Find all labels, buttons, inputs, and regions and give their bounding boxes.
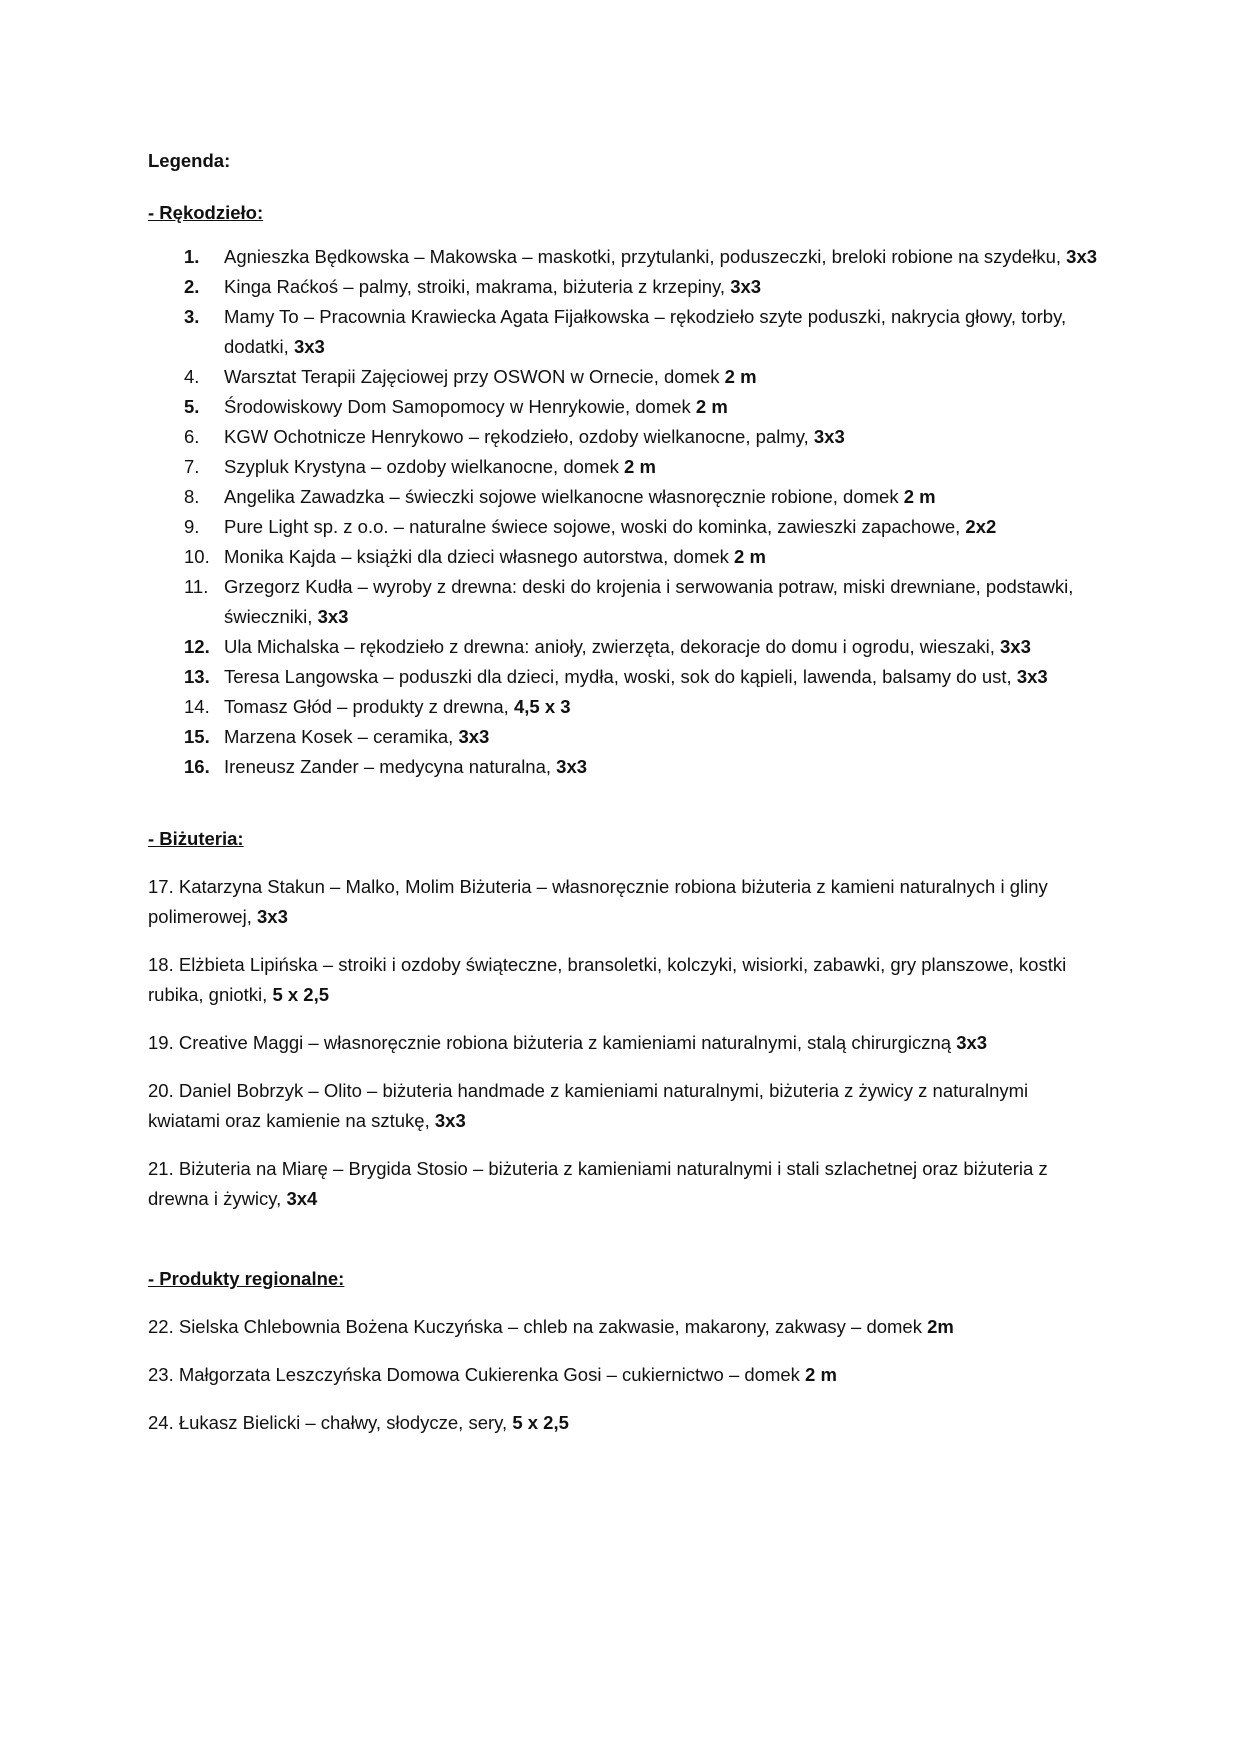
item-number: 7.	[184, 456, 200, 477]
item-text: Pure Light sp. z o.o. – naturalne świece sojowe, woski do kominka, zawieszki zapachowe,	[224, 516, 961, 537]
item-number: 4.	[184, 366, 200, 387]
item-size: 3x3	[813, 426, 845, 447]
item-text: Kinga Raćkoś – palmy, stroiki, makrama, biżuteria z krzepiny,	[224, 276, 726, 297]
item-text: Agnieszka Będkowska – Makowska – maskotki, przytulanki, poduszeczki, breloki robione na szydełku,	[224, 246, 1062, 267]
item-size: 2m	[927, 1316, 954, 1337]
item-number: 1.	[184, 246, 200, 267]
list-item	[148, 482, 1101, 512]
item-number: 5.	[184, 396, 200, 417]
item-text: 21. Biżuteria na Miarę – Brygida Stosio – biżuteria z kamieniami naturalnymi i stali szlachetnej oraz biżuteria z drewna i żywicy,	[148, 1158, 1048, 1209]
item-number: 3.	[184, 306, 200, 327]
item-text: Środowiskowy Dom Samopomocy w Henrykowie, domek	[224, 396, 691, 417]
list-item	[148, 392, 1101, 422]
item-text: Tomasz Głód – produkty z drewna,	[224, 696, 509, 717]
item-size: 3x3	[458, 726, 490, 747]
list-item	[148, 362, 1101, 392]
item-size: 3x3	[730, 276, 762, 297]
list-item	[148, 542, 1101, 572]
list-item	[148, 512, 1101, 542]
section-title: - Rękodzieło:	[148, 202, 264, 223]
item-size: 2 m	[624, 456, 656, 477]
legend-heading: Legenda:	[148, 150, 231, 171]
item-number: 15.	[184, 726, 210, 747]
item-number: 16.	[184, 756, 210, 777]
item-text: 19. Creative Maggi – własnoręcznie robiona biżuteria z kamieniami naturalnymi, stalą chirurgiczną	[148, 1032, 952, 1053]
item-size: 3x3	[434, 1110, 466, 1131]
item-text: Szypluk Krystyna – ozdoby wielkanocne, domek	[224, 456, 619, 477]
section-regional	[148, 1264, 1101, 1438]
item-size: 3x3	[1016, 666, 1048, 687]
list-item	[148, 722, 1101, 752]
section-jewelry	[148, 824, 1101, 1214]
item-size: 3x3	[257, 906, 288, 927]
list-item	[148, 572, 1101, 632]
item-text: 23. Małgorzata Leszczyńska Domowa Cukierenka Gosi – cukiernictwo – domek	[148, 1364, 800, 1385]
section-title: - Biżuteria:	[148, 828, 244, 849]
item-size: 3x3	[1000, 636, 1031, 657]
section-title: - Produkty regionalne:	[148, 1268, 345, 1289]
item-text: Mamy To – Pracownia Krawiecka Agata Fijałkowska – rękodzieło szyte poduszki, nakrycia głowy, torby, dodatki,	[224, 306, 1067, 357]
item-number: 9.	[184, 516, 200, 537]
item-number: 11.	[184, 576, 209, 597]
item-size: 2 m	[903, 486, 936, 507]
item-text: Marzena Kosek – ceramika,	[224, 726, 454, 747]
item-text: Ireneusz Zander – medycyna naturalna,	[224, 756, 552, 777]
item-number: 2.	[184, 276, 200, 297]
item-number: 8.	[184, 486, 200, 507]
item-size: 2x2	[965, 516, 997, 537]
list-item	[148, 452, 1101, 482]
list-item	[148, 1154, 1101, 1214]
item-text: 24. Łukasz Bielicki – chałwy, słodycze, sery,	[148, 1412, 508, 1433]
item-text: Angelika Zawadzka – świeczki sojowe wielkanocne własnoręcznie robione, domek	[224, 486, 899, 507]
item-size: 3x3	[317, 606, 349, 627]
item-number: 6.	[184, 426, 200, 447]
item-number: 10.	[184, 546, 210, 567]
list-item	[148, 632, 1101, 662]
item-text: KGW Ochotnicze Henrykowo – rękodzieło, ozdoby wielkanocne, palmy,	[224, 426, 809, 447]
list-item	[148, 422, 1101, 452]
item-size: 3x3	[293, 336, 325, 357]
list-item	[148, 662, 1101, 692]
item-size: 2 m	[734, 546, 766, 567]
item-size: 5 x 2,5	[272, 984, 330, 1005]
item-text: Warsztat Terapii Zajęciowej przy OSWON w Ornecie, domek	[224, 366, 720, 387]
item-text: 22. Sielska Chlebownia Bożena Kuczyńska – chleb na zakwasie, makarony, zakwasy – domek	[148, 1316, 922, 1337]
item-text: Ula Michalska – rękodzieło z drewna: anioły, zwierzęta, dekoracje do domu i ogrodu, wieszaki,	[224, 636, 995, 657]
list-item	[148, 752, 1101, 782]
list-item	[148, 692, 1101, 722]
item-size: 3x3	[1066, 246, 1098, 267]
list-item	[148, 872, 1101, 932]
list-item	[148, 1408, 1101, 1438]
item-size: 2 m	[805, 1364, 837, 1385]
item-number: 13.	[184, 666, 210, 687]
item-size: 2 m	[724, 366, 757, 387]
list-item	[148, 1312, 1101, 1342]
handicraft-list	[148, 242, 1101, 782]
item-size: 3x4	[286, 1188, 318, 1209]
item-size: 3x3	[556, 756, 588, 777]
list-item	[148, 950, 1101, 1010]
item-size: 4,5 x 3	[513, 696, 571, 717]
list-item	[148, 272, 1101, 302]
item-number: 14.	[184, 696, 210, 717]
item-size: 3x3	[956, 1032, 988, 1053]
list-item	[148, 1076, 1101, 1136]
item-text: 17. Katarzyna Stakun – Malko, Molim Biżuteria – własnoręcznie robiona biżuteria z kamieni naturalnych i gliny polimerowej,	[148, 876, 1048, 927]
list-item	[148, 1028, 1101, 1058]
item-text: Monika Kajda – książki dla dzieci własnego autorstwa, domek	[224, 546, 729, 567]
item-text: 18. Elżbieta Lipińska – stroiki i ozdoby świąteczne, bransoletki, kolczyki, wisiorki, zabawki, gry planszowe, kostki rubika, gniotki,	[148, 954, 1067, 1005]
item-text: Grzegorz Kudła – wyroby z drewna: deski do krojenia i serwowania potraw, miski drewniane, podstawki, świeczniki,	[224, 576, 1074, 627]
list-item	[148, 1360, 1101, 1390]
item-text: 20. Daniel Bobrzyk – Olito – biżuteria handmade z kamieniami naturalnymi, biżuteria z żywicy z naturalnymi kwiatami oraz kamienie na sztukę,	[148, 1080, 1029, 1131]
item-size: 5 x 2,5	[512, 1412, 569, 1433]
item-size: 2 m	[695, 396, 728, 417]
item-number: 12.	[184, 636, 210, 657]
list-item	[148, 302, 1101, 362]
list-item	[148, 242, 1101, 272]
item-text: Teresa Langowska – poduszki dla dzieci, mydła, woski, sok do kąpieli, lawenda, balsamy do ust,	[224, 666, 1012, 687]
section-handicraft	[148, 198, 1101, 782]
